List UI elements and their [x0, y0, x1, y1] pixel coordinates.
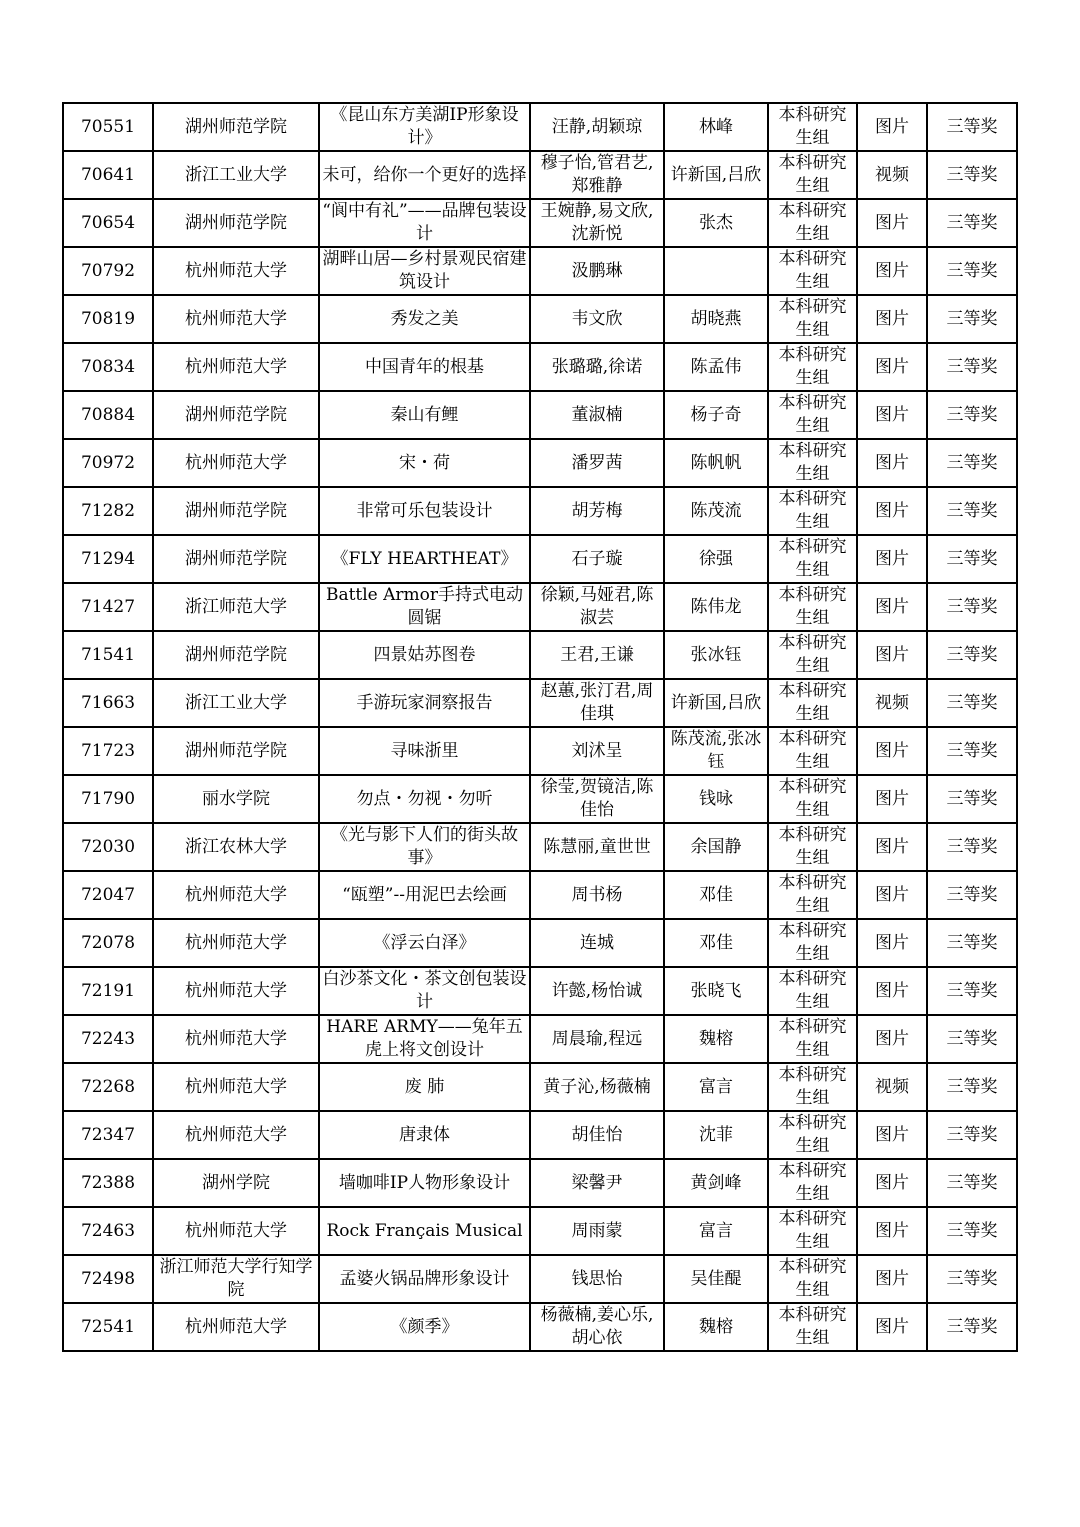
authors-cell: 王君,王谦 [530, 631, 664, 679]
advisor-cell: 魏榕 [664, 1303, 768, 1351]
entry-id-cell: 71723 [63, 727, 153, 775]
work-type-cell: 图片 [857, 535, 927, 583]
work-title-cell: 秀发之美 [319, 295, 530, 343]
group-cell: 本科研究生组 [768, 103, 857, 151]
school-cell: 湖州师范学院 [153, 535, 319, 583]
entry-id-cell: 70641 [63, 151, 153, 199]
advisor-cell: 许新国,吕欣 [664, 151, 768, 199]
work-type-cell: 视频 [857, 679, 927, 727]
entry-id-cell: 72078 [63, 919, 153, 967]
group-cell: 本科研究生组 [768, 1255, 857, 1303]
group-cell: 本科研究生组 [768, 439, 857, 487]
prize-cell: 三等奖 [927, 103, 1017, 151]
entry-id-cell: 71541 [63, 631, 153, 679]
prize-cell: 三等奖 [927, 679, 1017, 727]
school-cell: 杭州师范大学 [153, 1063, 319, 1111]
entry-id-cell: 72047 [63, 871, 153, 919]
work-type-cell: 图片 [857, 103, 927, 151]
school-cell: 杭州师范大学 [153, 871, 319, 919]
prize-cell: 三等奖 [927, 439, 1017, 487]
work-type-cell: 图片 [857, 775, 927, 823]
table-row [63, 1063, 1017, 1111]
school-cell: 浙江工业大学 [153, 679, 319, 727]
prize-cell: 三等奖 [927, 343, 1017, 391]
work-title-cell: 中国青年的根基 [319, 343, 530, 391]
authors-cell: 周雨蒙 [530, 1207, 664, 1255]
school-cell: 杭州师范大学 [153, 1303, 319, 1351]
group-cell: 本科研究生组 [768, 967, 857, 1015]
work-type-cell: 图片 [857, 391, 927, 439]
authors-cell: 周书杨 [530, 871, 664, 919]
authors-cell: 穆子怡,管君艺,郑雅静 [530, 151, 664, 199]
advisor-cell: 许新国,吕欣 [664, 679, 768, 727]
authors-cell: 梁馨尹 [530, 1159, 664, 1207]
prize-cell: 三等奖 [927, 535, 1017, 583]
work-title-cell: 寻味浙里 [319, 727, 530, 775]
advisor-cell: 张冰钰 [664, 631, 768, 679]
prize-cell: 三等奖 [927, 1255, 1017, 1303]
group-cell: 本科研究生组 [768, 535, 857, 583]
group-cell: 本科研究生组 [768, 199, 857, 247]
authors-cell: 连城 [530, 919, 664, 967]
group-cell: 本科研究生组 [768, 583, 857, 631]
entry-id-cell: 70551 [63, 103, 153, 151]
table-row [63, 775, 1017, 823]
work-title-cell: “阆中有礼”——品牌包装设计 [319, 199, 530, 247]
school-cell: 湖州师范学院 [153, 199, 319, 247]
group-cell: 本科研究生组 [768, 1063, 857, 1111]
advisor-cell: 徐强 [664, 535, 768, 583]
authors-cell: 杨薇楠,姜心乐,胡心依 [530, 1303, 664, 1351]
advisor-cell: 陈伟龙 [664, 583, 768, 631]
table-row [63, 919, 1017, 967]
table-row [63, 295, 1017, 343]
authors-cell: 陈慧丽,童世世 [530, 823, 664, 871]
work-title-cell: 手游玩家洞察报告 [319, 679, 530, 727]
prize-cell: 三等奖 [927, 823, 1017, 871]
advisor-cell: 胡晓燕 [664, 295, 768, 343]
group-cell: 本科研究生组 [768, 871, 857, 919]
prize-cell: 三等奖 [927, 871, 1017, 919]
advisor-cell: 吴佳醍 [664, 1255, 768, 1303]
advisor-cell: 陈帆帆 [664, 439, 768, 487]
authors-cell: 胡佳怡 [530, 1111, 664, 1159]
school-cell: 杭州师范大学 [153, 967, 319, 1015]
prize-cell: 三等奖 [927, 1159, 1017, 1207]
work-title-cell: 宋・荷 [319, 439, 530, 487]
work-title-cell: 《昆山东方美湖IP形象设计》 [319, 103, 530, 151]
work-type-cell: 图片 [857, 631, 927, 679]
table-row [63, 1111, 1017, 1159]
group-cell: 本科研究生组 [768, 1111, 857, 1159]
advisor-cell: 陈孟伟 [664, 343, 768, 391]
entry-id-cell: 72030 [63, 823, 153, 871]
group-cell: 本科研究生组 [768, 247, 857, 295]
entry-id-cell: 71427 [63, 583, 153, 631]
entry-id-cell: 71663 [63, 679, 153, 727]
prize-cell: 三等奖 [927, 151, 1017, 199]
prize-cell: 三等奖 [927, 727, 1017, 775]
prize-cell: 三等奖 [927, 391, 1017, 439]
work-type-cell: 图片 [857, 919, 927, 967]
prize-cell: 三等奖 [927, 247, 1017, 295]
authors-cell: 赵蕙,张汀君,周佳琪 [530, 679, 664, 727]
entry-id-cell: 71282 [63, 487, 153, 535]
advisor-cell: 余国静 [664, 823, 768, 871]
group-cell: 本科研究生组 [768, 391, 857, 439]
work-type-cell: 图片 [857, 439, 927, 487]
entry-id-cell: 71294 [63, 535, 153, 583]
school-cell: 杭州师范大学 [153, 247, 319, 295]
authors-cell: 周晨瑜,程远 [530, 1015, 664, 1063]
school-cell: 浙江农林大学 [153, 823, 319, 871]
advisor-cell: 黄剑峰 [664, 1159, 768, 1207]
prize-cell: 三等奖 [927, 919, 1017, 967]
work-title-cell: 《颜季》 [319, 1303, 530, 1351]
school-cell: 杭州师范大学 [153, 1111, 319, 1159]
school-cell: 杭州师范大学 [153, 343, 319, 391]
school-cell: 湖州学院 [153, 1159, 319, 1207]
prize-cell: 三等奖 [927, 631, 1017, 679]
school-cell: 湖州师范学院 [153, 391, 319, 439]
prize-cell: 三等奖 [927, 1015, 1017, 1063]
entry-id-cell: 72347 [63, 1111, 153, 1159]
group-cell: 本科研究生组 [768, 151, 857, 199]
work-type-cell: 图片 [857, 1303, 927, 1351]
work-title-cell: 废 肺 [319, 1063, 530, 1111]
group-cell: 本科研究生组 [768, 295, 857, 343]
entry-id-cell: 71790 [63, 775, 153, 823]
authors-cell: 徐莹,贺镜洁,陈佳怡 [530, 775, 664, 823]
advisor-cell: 张晓飞 [664, 967, 768, 1015]
group-cell: 本科研究生组 [768, 679, 857, 727]
table-row [63, 151, 1017, 199]
table-row [63, 1207, 1017, 1255]
group-cell: 本科研究生组 [768, 487, 857, 535]
table-row [63, 487, 1017, 535]
prize-cell: 三等奖 [927, 1063, 1017, 1111]
advisor-cell: 钱咏 [664, 775, 768, 823]
work-title-cell: 白沙茶文化・茶文创包装设计 [319, 967, 530, 1015]
prize-cell: 三等奖 [927, 1303, 1017, 1351]
table-row [63, 439, 1017, 487]
work-type-cell: 图片 [857, 1255, 927, 1303]
entry-id-cell: 72498 [63, 1255, 153, 1303]
work-title-cell: 未可，给你一个更好的选择 [319, 151, 530, 199]
authors-cell: 徐颖,马娅君,陈淑芸 [530, 583, 664, 631]
table-row [63, 631, 1017, 679]
school-cell: 杭州师范大学 [153, 919, 319, 967]
table-row [63, 535, 1017, 583]
group-cell: 本科研究生组 [768, 823, 857, 871]
advisor-cell: 富言 [664, 1063, 768, 1111]
authors-cell: 潘罗茜 [530, 439, 664, 487]
work-type-cell: 图片 [857, 487, 927, 535]
authors-cell: 汪静,胡颖琼 [530, 103, 664, 151]
work-title-cell: 勿点・勿视・勿听 [319, 775, 530, 823]
work-type-cell: 图片 [857, 247, 927, 295]
work-title-cell: 墙咖啡IP人物形象设计 [319, 1159, 530, 1207]
entry-id-cell: 72243 [63, 1015, 153, 1063]
advisor-cell: 杨子奇 [664, 391, 768, 439]
work-title-cell: HARE ARMY——兔年五虎上将文创设计 [319, 1015, 530, 1063]
authors-cell: 王婉静,易文欣,沈新悦 [530, 199, 664, 247]
advisor-cell: 富言 [664, 1207, 768, 1255]
authors-cell: 刘沭呈 [530, 727, 664, 775]
school-cell: 丽水学院 [153, 775, 319, 823]
work-title-cell: 非常可乐包装设计 [319, 487, 530, 535]
awards-table-body [63, 103, 1017, 1351]
table-row [63, 823, 1017, 871]
entry-id-cell: 70819 [63, 295, 153, 343]
group-cell: 本科研究生组 [768, 1159, 857, 1207]
school-cell: 杭州师范大学 [153, 295, 319, 343]
authors-cell: 汲鹏琳 [530, 247, 664, 295]
prize-cell: 三等奖 [927, 1207, 1017, 1255]
work-type-cell: 图片 [857, 583, 927, 631]
authors-cell: 韦文欣 [530, 295, 664, 343]
group-cell: 本科研究生组 [768, 775, 857, 823]
work-type-cell: 图片 [857, 1111, 927, 1159]
table-row [63, 247, 1017, 295]
table-row [63, 391, 1017, 439]
entry-id-cell: 70654 [63, 199, 153, 247]
table-row [63, 103, 1017, 151]
prize-cell: 三等奖 [927, 1111, 1017, 1159]
entry-id-cell: 70884 [63, 391, 153, 439]
awards-table [62, 102, 1018, 1352]
authors-cell: 张璐璐,徐诺 [530, 343, 664, 391]
advisor-cell: 林峰 [664, 103, 768, 151]
school-cell: 湖州师范学院 [153, 103, 319, 151]
entry-id-cell: 72191 [63, 967, 153, 1015]
work-title-cell: 四景姑苏图卷 [319, 631, 530, 679]
table-row [63, 727, 1017, 775]
work-type-cell: 图片 [857, 199, 927, 247]
advisor-cell: 张杰 [664, 199, 768, 247]
table-row [63, 871, 1017, 919]
school-cell: 杭州师范大学 [153, 1015, 319, 1063]
prize-cell: 三等奖 [927, 967, 1017, 1015]
work-type-cell: 图片 [857, 295, 927, 343]
work-type-cell: 视频 [857, 1063, 927, 1111]
table-row [63, 1303, 1017, 1351]
entry-id-cell: 72268 [63, 1063, 153, 1111]
authors-cell: 胡芳梅 [530, 487, 664, 535]
table-row [63, 583, 1017, 631]
prize-cell: 三等奖 [927, 295, 1017, 343]
prize-cell: 三等奖 [927, 487, 1017, 535]
advisor-cell: 邓佳 [664, 919, 768, 967]
school-cell: 湖州师范学院 [153, 487, 319, 535]
work-title-cell: 孟婆火锅品牌形象设计 [319, 1255, 530, 1303]
advisor-cell: 陈茂流 [664, 487, 768, 535]
table-row [63, 343, 1017, 391]
school-cell: 杭州师范大学 [153, 439, 319, 487]
work-type-cell: 图片 [857, 967, 927, 1015]
entry-id-cell: 70792 [63, 247, 153, 295]
work-type-cell: 图片 [857, 343, 927, 391]
school-cell: 湖州师范学院 [153, 727, 319, 775]
advisor-cell: 邓佳 [664, 871, 768, 919]
table-row [63, 1159, 1017, 1207]
work-title-cell: 《浮云白泽》 [319, 919, 530, 967]
work-type-cell: 图片 [857, 1015, 927, 1063]
group-cell: 本科研究生组 [768, 1207, 857, 1255]
work-title-cell: 《FLY HEARTHEAT》 [319, 535, 530, 583]
work-title-cell: “瓯塑”--用泥巴去绘画 [319, 871, 530, 919]
group-cell: 本科研究生组 [768, 343, 857, 391]
table-row [63, 967, 1017, 1015]
authors-cell: 钱思怡 [530, 1255, 664, 1303]
table-row [63, 679, 1017, 727]
entry-id-cell: 70834 [63, 343, 153, 391]
group-cell: 本科研究生组 [768, 727, 857, 775]
work-type-cell: 图片 [857, 727, 927, 775]
work-type-cell: 图片 [857, 823, 927, 871]
group-cell: 本科研究生组 [768, 1015, 857, 1063]
authors-cell: 黄子沁,杨薇楠 [530, 1063, 664, 1111]
prize-cell: 三等奖 [927, 199, 1017, 247]
work-title-cell: Battle Armor手持式电动圆锯 [319, 583, 530, 631]
work-title-cell: 秦山有鲤 [319, 391, 530, 439]
work-type-cell: 图片 [857, 1159, 927, 1207]
entry-id-cell: 72388 [63, 1159, 153, 1207]
school-cell: 杭州师范大学 [153, 1207, 319, 1255]
entry-id-cell: 72541 [63, 1303, 153, 1351]
authors-cell: 石子璇 [530, 535, 664, 583]
table-row [63, 1255, 1017, 1303]
authors-cell: 许懿,杨怡诚 [530, 967, 664, 1015]
table-row [63, 199, 1017, 247]
group-cell: 本科研究生组 [768, 1303, 857, 1351]
school-cell: 浙江师范大学 [153, 583, 319, 631]
work-title-cell: 湖畔山居—乡村景观民宿建筑设计 [319, 247, 530, 295]
advisor-cell: 沈菲 [664, 1111, 768, 1159]
group-cell: 本科研究生组 [768, 919, 857, 967]
advisor-cell [664, 247, 768, 295]
group-cell: 本科研究生组 [768, 631, 857, 679]
entry-id-cell: 72463 [63, 1207, 153, 1255]
school-cell: 浙江师范大学行知学院 [153, 1255, 319, 1303]
advisor-cell: 魏榕 [664, 1015, 768, 1063]
work-type-cell: 图片 [857, 871, 927, 919]
prize-cell: 三等奖 [927, 583, 1017, 631]
table-row [63, 1015, 1017, 1063]
school-cell: 湖州师范学院 [153, 631, 319, 679]
prize-cell: 三等奖 [927, 775, 1017, 823]
entry-id-cell: 70972 [63, 439, 153, 487]
advisor-cell: 陈茂流,张冰钰 [664, 727, 768, 775]
work-type-cell: 视频 [857, 151, 927, 199]
authors-cell: 董淑楠 [530, 391, 664, 439]
work-title-cell: Rock Français Musical [319, 1207, 530, 1255]
work-title-cell: 《光与影下人们的街头故事》 [319, 823, 530, 871]
work-title-cell: 唐隶体 [319, 1111, 530, 1159]
school-cell: 浙江工业大学 [153, 151, 319, 199]
work-type-cell: 图片 [857, 1207, 927, 1255]
